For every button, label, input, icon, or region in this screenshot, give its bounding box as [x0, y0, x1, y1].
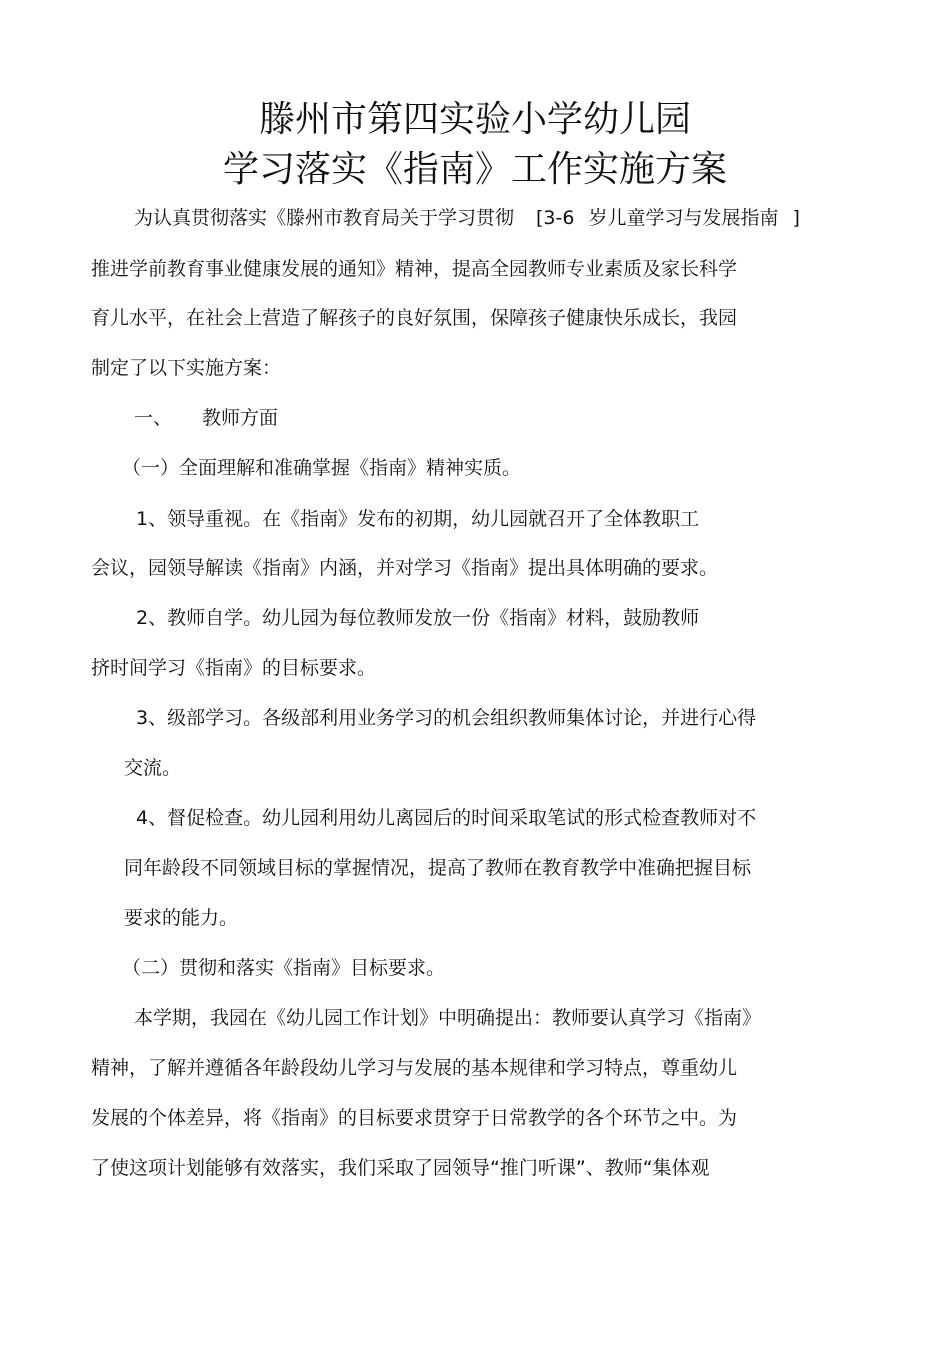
item1-line2: 会议，园领导解读《指南》内涵，并对学习《指南》提出具体明确的要求。	[91, 557, 719, 579]
final-paragraph-line4: 了使这项计划能够有效落实，我们采取了园领导“推门听课”、教师“集体观	[91, 1157, 710, 1179]
item3-line1: 3、级部学习。各级部利用业务学习的机会组织教师集体讨论，并进行心得	[136, 707, 757, 729]
intro-line1-bracket-range: [3-6	[536, 207, 575, 229]
intro-line4: 制定了以下实施方案：	[91, 357, 282, 379]
item2-line2: 挤时间学习《指南》的目标要求。	[91, 657, 377, 679]
section1-label: 教师方面	[202, 407, 279, 429]
item2-line1: 2、教师自学。幼儿园为每位教师发放一份《指南》材料，鼓励教师	[136, 607, 700, 629]
document-title-line1: 滕州市第四实验小学幼儿园	[258, 99, 691, 140]
item1-line1: 1、领导重视。在《指南》发布的初期，幼儿园就召开了全体教职工	[136, 508, 700, 530]
document-title-line2: 学习落实《指南》工作实施方案	[222, 149, 727, 190]
intro-line3: 育儿水平，在社会上营造了解孩子的良好氛围，保障孩子健康快乐成长，我园	[91, 307, 738, 329]
final-paragraph-line2: 精神，了解并遵循各年龄段幼儿学习与发展的基本规律和学习特点，尊重幼儿	[91, 1057, 738, 1079]
intro-line1-text: 为认真贯彻落实《滕州市教育局关于学习贯彻	[134, 207, 515, 229]
final-paragraph-line3: 发展的个体差异，将《指南》的目标要求贯穿于日常教学的各个环节之中。为	[91, 1107, 738, 1129]
subsection1-heading: （一）全面理解和准确掌握《指南》精神实质。	[122, 457, 522, 479]
item4-line1: 4、督促检查。幼儿园利用幼儿离园后的时间采取笔试的形式检查教师对不	[136, 807, 757, 829]
section1-number: 一、	[134, 407, 173, 429]
final-paragraph-line1: 本学期，我园在《幼儿园工作计划》中明确提出：教师要认真学习《指南》	[134, 1007, 762, 1029]
item4-line3: 要求的能力。	[124, 907, 239, 929]
intro-line1-bracket-close: ]	[792, 207, 800, 229]
intro-line1	[134, 205, 800, 231]
intro-line2: 推进学前教育事业健康发展的通知》精神，提高全园教师专业素质及家长科学	[91, 258, 738, 280]
item3-line2: 交流。	[124, 757, 182, 779]
subsection2-heading: （二）贯彻和落实《指南》目标要求。	[122, 957, 446, 979]
section1-heading	[134, 405, 278, 431]
intro-line1-guide-name: 岁儿童学习与发展指南	[588, 207, 779, 229]
item4-line2: 同年龄段不同领域目标的掌握情况，提高了教师在教育教学中准确把握目标	[124, 857, 752, 879]
